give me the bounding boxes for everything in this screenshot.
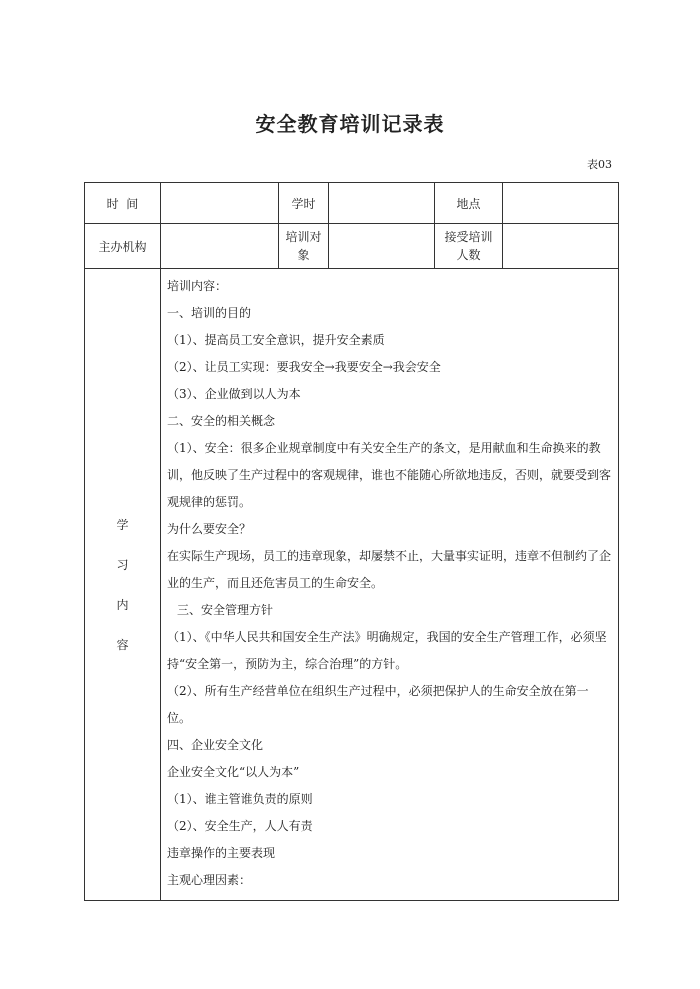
training-record-table (84, 182, 619, 901)
time-value-cell[interactable] (161, 183, 279, 224)
content-line: 四、企业安全文化 (167, 738, 264, 752)
time-label: 时 间 (85, 183, 161, 224)
table-row-organizer (85, 224, 619, 269)
study-label-char: 容 (116, 637, 129, 652)
table-row-study-content (85, 269, 619, 901)
document-title: 安全教育培训记录表 (255, 112, 445, 136)
content-line: 企业安全文化“以人为本” (167, 765, 300, 779)
table-row-time (85, 183, 619, 224)
place-value-cell[interactable] (503, 183, 619, 224)
place-label: 地点 (435, 183, 503, 224)
organizer-value-cell[interactable] (161, 224, 279, 269)
content-line: （2）、安全生产，人人有责 (167, 819, 313, 833)
content-line: 违章操作的主要表现 (167, 846, 276, 860)
study-label-char: 内 (116, 597, 129, 612)
content-line: 二、安全的相关概念 (167, 414, 276, 428)
content-line: 主观心理因素： (167, 873, 252, 887)
target-label: 培训对象 (279, 224, 329, 269)
study-label-char: 学 (116, 517, 129, 532)
content-line: （1）、《中华人民共和国安全生产法》明确规定，我国的安全生产管理工作，必须坚持“安全第一，预防为主，综合治理”的方针。 (167, 630, 607, 671)
content-line: （3）、企业做到以人为本 (167, 387, 301, 401)
study-content-body (161, 269, 619, 901)
form-number: 表03 (587, 158, 612, 171)
content-line: （1）、提高员工安全意识，提升安全素质 (167, 333, 385, 347)
content-line: （1）、安全：很多企业规章制度中有关安全生产的条文，是用献血和生命换来的教训，他反映了生产过程中的客观规律，谁也不能随心所欲地违反，否则，就要受到客观规律的惩罚。 (167, 441, 612, 509)
organizer-label: 主办机构 (85, 224, 161, 269)
hours-label: 学时 (279, 183, 329, 224)
content-line: （2）、所有生产经营单位在组织生产过程中，必须把保护人的生命安全放在第一位。 (167, 684, 589, 725)
content-line: 一、培训的目的 (167, 306, 252, 320)
content-line: 为什么要安全？ (167, 522, 252, 536)
content-line: 在实际生产现场，员工的违章现象，却屡禁不止，大量事实证明，违章不但制约了企业的生产，而且还危害员工的生命安全。 (167, 549, 612, 590)
content-line: 培训内容： (167, 279, 228, 293)
study-label-char: 习 (116, 557, 129, 572)
content-line: 三、安全管理方针 (177, 603, 274, 617)
participant-count-value-cell[interactable] (503, 224, 619, 269)
study-content-label (85, 269, 161, 901)
target-value-cell[interactable] (329, 224, 435, 269)
participant-count-label: 接受培训人数 (435, 224, 503, 269)
content-line: （2）、让员工实现：要我安全→我要安全→我会安全 (167, 360, 441, 374)
hours-value-cell[interactable] (329, 183, 435, 224)
content-line: （1）、谁主管谁负责的原则 (167, 792, 313, 806)
